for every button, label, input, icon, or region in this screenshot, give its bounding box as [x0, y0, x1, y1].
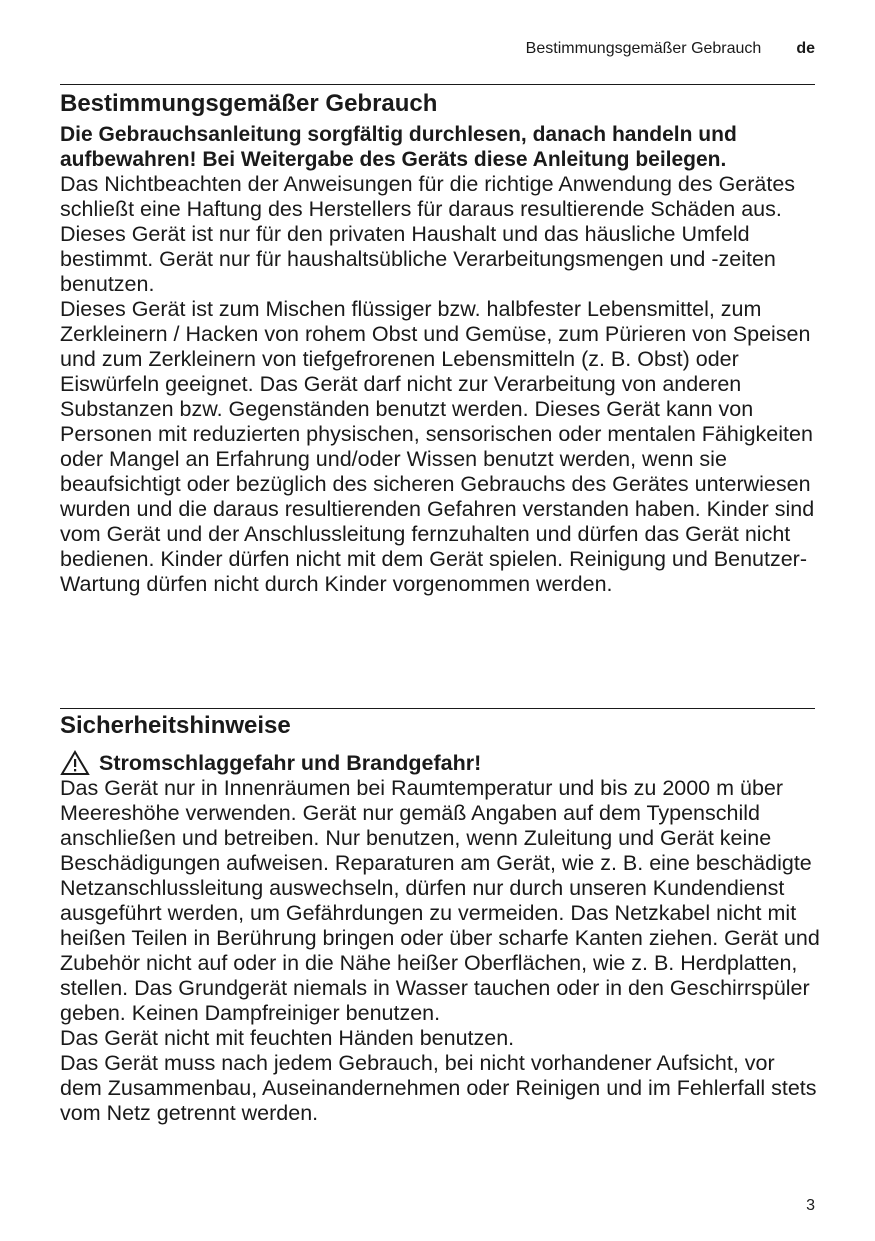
body-paragraph-wet-hands: Das Gerät nicht mit feuchten Händen benutzen. [60, 1026, 515, 1050]
body-paragraph-usage-scope: Dieses Gerät ist zum Mischen flüssiger bzw. halbfester Lebensmittel, zum Zerkleinern / Hacken von rohem Obst und Gemüse, zum Pürieren von Speisen und zum Zerkleinern von tiefgefrorenen Lebensmitteln (z. B. Obst) oder Eiswürfeln geeignet. Das Gerät darf nicht zur Verarbeitung von anderen Substanzen bzw. Gegenständen benutzt werden. Dieses Gerät kann von Personen mit reduzierten physischen, sensorischen oder mentalen Fähigkeiten oder Mangel an Erfahrung und/oder Wissen benutzt werden, wenn sie beaufsichtigt oder bezüglich des sicheren Gebrauchs des Gerätes unterwiesen wurden und die daraus resultierenden Gefahren verstanden haben. Kinder sind vom Gerät und der Anschlussleitung fernzuhalten und dürfen das Gerät nicht bedienen. Kinder dürfen nicht mit dem Gerät spielen. Reinigung und Benutzer-Wartung dürfen nicht durch Kinder vorgenommen werden. [60, 297, 815, 596]
section-safety-notes [60, 712, 820, 1126]
body-paragraph-electrical-safety: Das Gerät nur in Innenräumen bei Raumtemperatur und bis zu 2000 m über Meereshöhe verwenden. Gerät nur gemäß Angaben auf dem Typenschild anschließen und betreiben. Nur benutzen, wenn Zuleitung und Gerät keine Beschädigungen aufweisen. Reparaturen am Gerät, wie z. B. eine beschädigte Netzanschlussleitung auswechseln, dürfen nur durch unseren Kundendienst ausgeführt werden, um Gefährdungen zu vermeiden. Das Netzkabel nicht mit heißen Teilen in Berührung bringen oder über scharfe Kanten ziehen. Gerät und Zubehör nicht auf oder in die Nähe heißer Oberflächen, wie z. B. Herdplatten, stellen. Das Grundgerät niemals in Wasser tauchen oder in den Geschirrspüler geben. Keinen Dampfreiniger benutzen. [60, 776, 820, 1025]
warning-heading [60, 750, 820, 776]
body-paragraph-household-use: Dieses Gerät ist nur für den privaten Haushalt und das häusliche Umfeld bestimmt. Gerät nur für haushaltsübliche Verarbeitungsmengen und -zeiten benutzen. [60, 222, 776, 296]
language-code: de [796, 40, 815, 57]
warning-triangle-icon [60, 750, 90, 776]
body-paragraph-disconnect: Das Gerät muss nach jedem Gebrauch, bei nicht vorhandener Aufsicht, vor dem Zusammenbau, Auseinandernehmen oder Reinigen und im Fehlerfall stets vom Netz getrennt werden. [60, 1051, 817, 1125]
section-divider [60, 708, 815, 709]
running-header-section: Bestimmungsgemäßer Gebrauch [525, 40, 762, 57]
body-paragraph-liability: Das Nichtbeachten der Anweisungen für die richtige Anwendung des Gerätes schließt eine Haftung des Herstellers für daraus resultierende Schäden aus. [60, 172, 796, 221]
section-title-intended-use: Bestimmungsgemäßer Gebrauch [60, 90, 438, 117]
section-intended-use [60, 90, 820, 597]
section-title-safety: Sicherheitshinweise [60, 712, 291, 739]
lead-paragraph: Die Gebrauchsanleitung sorgfältig durchlesen, danach handeln und aufbewahren! Bei Weitergabe des Geräts diese Anleitung beilegen. [60, 123, 737, 171]
top-divider [60, 84, 815, 85]
page-number: 3 [806, 1197, 815, 1214]
running-header [526, 40, 815, 58]
warning-heading-text: Stromschlaggefahr und Brandgefahr! [99, 751, 482, 775]
